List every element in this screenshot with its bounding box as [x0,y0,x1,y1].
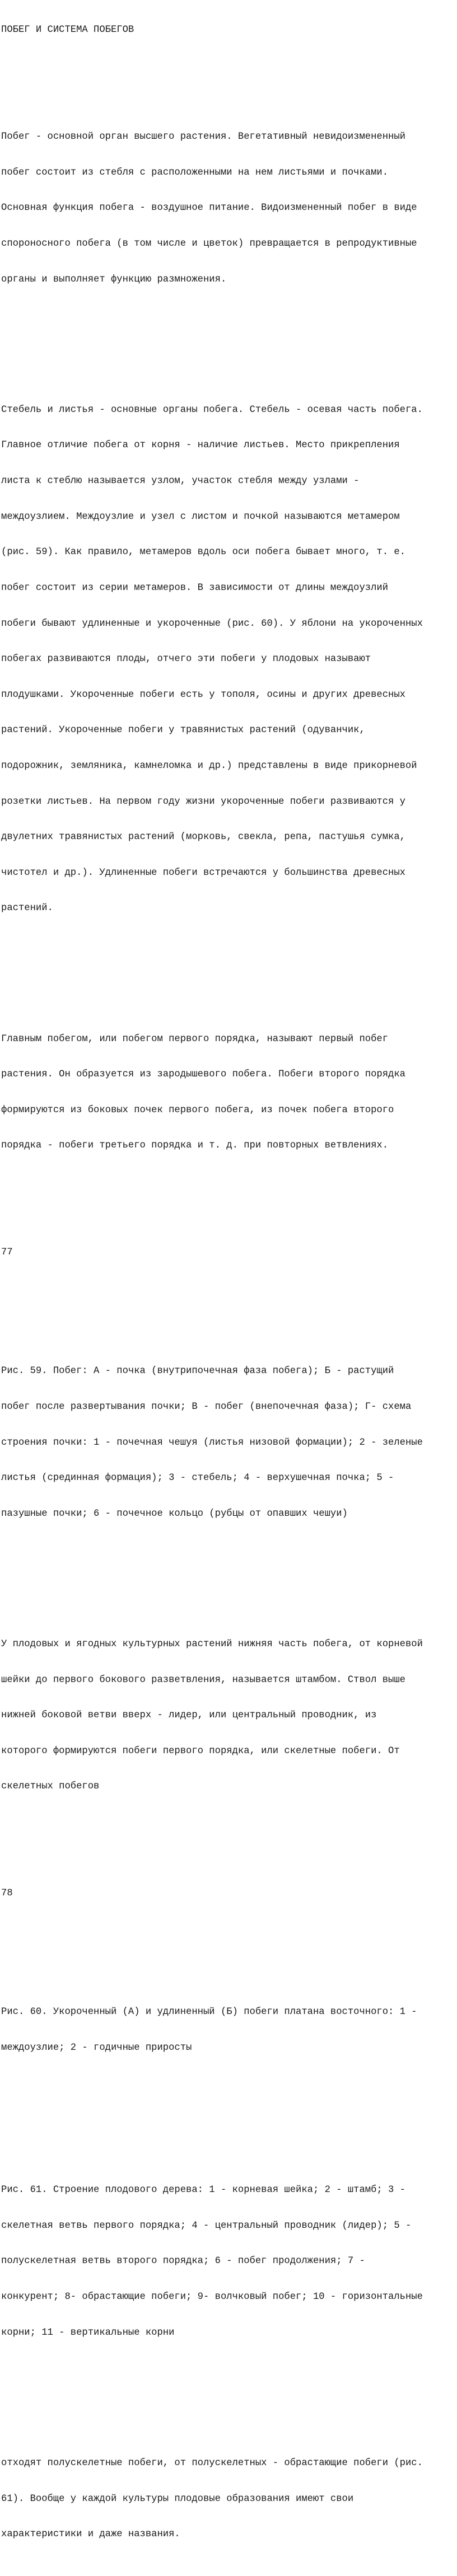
text-line: междоузлием. Междоузлие и узел с листом и почкой называются метамером [1,511,400,522]
figure-59-caption [1,1342,456,1543]
text-line: формируются из боковых почек первого побега, из почек побега второго [1,1104,394,1116]
text-line: Рис. 61. Строение плодового дерева: 1 - корневая шейка; 2 - штамб; 3 - [1,2185,405,2196]
text-line: плодушками. Укороченные побеги есть у тополя, осины и других древесных [1,689,405,700]
page-number: 77 [1,1247,13,1258]
text-line: пазушные почки; 6 - почечное кольцо (рубцы от опавших чешуи) [1,1508,348,1519]
text-line: растений. [1,903,53,914]
text-line: Главное отличие побега от корня - наличие листьев. Место прикрепления [1,440,400,451]
text-line: побег состоит из стебля с расположенными на нем листьями и почками. [1,167,389,178]
text-line: Стебель и листья - основные органы побега. Стебель - осевая часть побега. [1,404,423,415]
text-line: Рис. 60. Укороченный (А) и удлиненный (Б) побеги платана восточного: 1 - [1,2007,417,2018]
text-line: конкурент; 8- обрастающие побеги; 9- волчковый побег; 10 - горизонтальные [1,2292,423,2303]
text-line: междоузлие; 2 - годичные приросты [1,2042,192,2053]
figure-60-caption [1,1983,456,2078]
paragraph-fruit-trees [1,1615,456,1816]
text-line: органы и выполняет функцию размножения. [1,274,227,285]
text-line: Побег - основной орган высшего растения. Вегетативный невидоизмененный [1,132,405,143]
document-body [1,1,456,2576]
text-line: Рис. 59. Побег: А - почка (внутрипочечная фаза побега); Б - растущий [1,1366,394,1377]
text-line: спороносного побега (в том числе и цветок) превращается в репродуктивные [1,238,417,250]
text-line: растений. Укороченные побеги у травянистых растений (одуванчик, [1,725,365,736]
text-line: строения почки: 1 - почечная чешуя (листья низовой формации); 2 - зеленые [1,1437,423,1448]
paragraph-stem-and-leaves [1,380,456,938]
paragraph-shoot-orders [1,1009,456,1175]
text-line: подорожник, земляника, камнеломка и др.) представлены в виде прикорневой [1,760,417,771]
text-line: чистотел и др.). Удлиненные побеги встречаются у большинства древесных [1,867,405,878]
text-line: розетки листьев. На первом году жизни укороченные побеги развиваются у [1,796,405,807]
text-line: побеги бывают удлиненные и укороченные (рис. 60). У яблони на укороченных [1,618,423,629]
text-line: нижней боковой ветви вверх - лидер, или центральный проводник, из [1,1710,377,1721]
text-line: У плодовых и ягодных культурных растений нижняя часть побега, от корневой [1,1638,423,1650]
text-line: листа к стеблю называется узлом, участок стебля между узлами - [1,476,360,487]
text-line: скелетных побегов [1,1781,100,1792]
text-line: Основная функция побега - воздушное питание. Видоизмененный побег в виде [1,203,417,214]
text-line: шейки до первого бокового разветвления, называется штамбом. Ствол выше [1,1674,405,1685]
text-line: порядка - побеги третьего порядка и т. д. при повторных ветвлениях. [1,1140,389,1151]
page-number: 78 [1,1888,13,1899]
page-title: ПОБЕГ И СИСТЕМА ПОБЕГОВ [1,25,134,36]
text-line: листья (срединная формация); 3 - стебель; 4 - верхушечная почка; 5 - [1,1473,394,1484]
text-line: растения. Он образуется из зародышевого побега. Побеги второго порядка [1,1069,405,1080]
text-line: которого формируются побеги первого порядка, или скелетные побеги. От [1,1745,400,1757]
text-line: скелетная ветвь первого порядка; 4 - центральный проводник (лидер); 5 - [1,2220,412,2231]
text-line: 61). Вообще у каждой культуры плодовые образования имеют свои [1,2493,354,2504]
paragraph-semi-skeletal [1,2433,456,2564]
text-line: Главным побегом, или побегом первого порядка, называют первый побег [1,1033,389,1045]
text-line: двулетних травянистых растений (морковь, свекла, репа, пастушья сумка, [1,832,405,843]
text-line: побегах развиваются плоды, отчего эти побеги у плодовых называют [1,654,371,665]
text-line: характеристики и даже названия. [1,2529,180,2540]
text-line: полускелетная ветвь второго порядка; 6 - побег продолжения; 7 - [1,2256,365,2267]
text-line: отходят полускелетные побеги, от полускелетных - обрастающие побеги (рис. [1,2457,423,2469]
figure-61-caption [1,2161,456,2362]
text-line: побег состоит из серии метамеров. В зависимости от длины междоузлий [1,582,389,593]
text-line: (рис. 59). Как правило, метамеров вдоль оси побега бывает много, т. е. [1,547,405,558]
paragraph-shoot-definition [1,107,456,309]
text-line: корни; 11 - вертикальные корни [1,2327,175,2338]
text-line: побег после развертывания почки; В - побег (внепочечная фаза); Г- схема [1,1401,412,1412]
